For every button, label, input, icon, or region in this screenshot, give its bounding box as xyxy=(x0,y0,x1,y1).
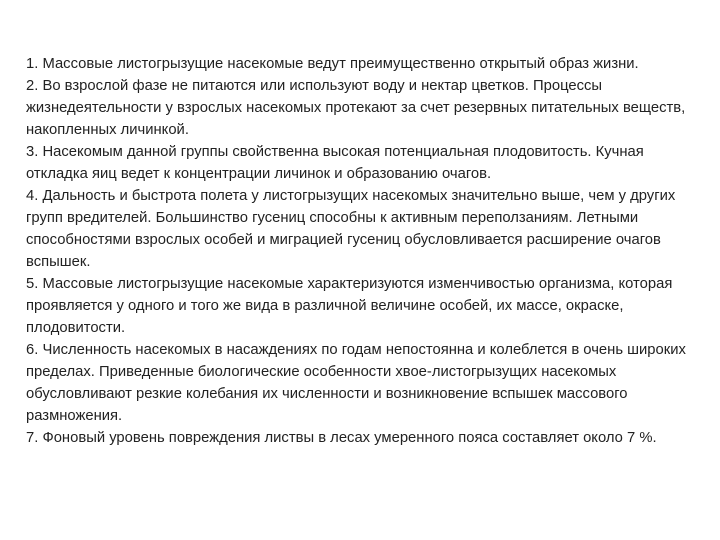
list-item-5: 5. Массовые листогрызущие насекомые характеризуются изменчивостью организма, которая проявляется у одного и того же вида в различной величине особей, их массе, окраске, плодовитости. xyxy=(26,276,673,336)
list-item-6: 6. Численность насекомых в насаждениях по годам непостоянна и колеблется в очень широких пределах. Приведенные биологические особенности хвое-листогрызущих насекомых обусловливают резкие колебания их численности и возникновение вспышек массового размножения. xyxy=(26,342,686,424)
list-item-7: 7. Фоновый уровень повреждения листвы в лесах умеренного пояса составляет около 7 %. xyxy=(26,430,657,446)
text-block xyxy=(26,53,706,449)
list-item-4: 4. Дальность и быстрота полета у листогрызущих насекомых значительно выше, чем у других групп вредителей. Большинство гусениц способны к активным переползаниям. Летными способностями взрослых особей и миграцией гусениц обусловливается расширение очагов вспышек. xyxy=(26,188,676,270)
list-item-2: 2. Во взрослой фазе не питаются или используют воду и нектар цветков. Процессы жизнедеятельности у взрослых насекомых протекают за счет резервных питательных веществ, накопленных личинкой. xyxy=(26,78,686,138)
list-item-1: 1. Массовые листогрызущие насекомые ведут преимущественно открытый образ жизни. xyxy=(26,56,639,72)
list-item-3: 3. Насекомым данной группы свойственна высокая потенциальная плодовитость. Кучная откладка яиц ведет к концентрации личинок и образованию очагов. xyxy=(26,144,644,182)
